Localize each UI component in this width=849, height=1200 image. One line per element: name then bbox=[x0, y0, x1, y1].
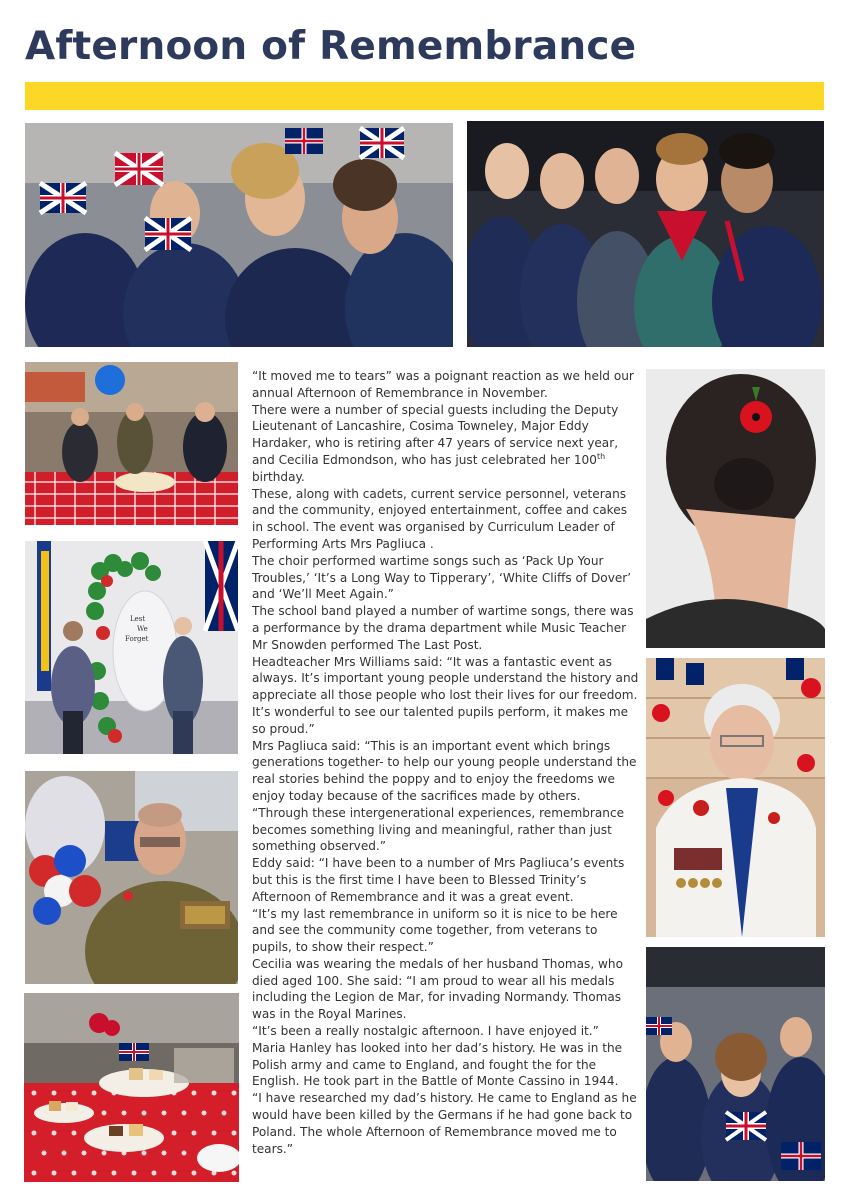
article-paragraph: Cecilia was wearing the medals of her husband Thomas, who died aged 100. She said: “I am proud to wear all his medals including the Legion de Mar, for invading Normandy. Thomas was in the Royal Marines. bbox=[252, 956, 623, 1022]
photo-cakes-and-tea bbox=[24, 993, 239, 1182]
photo-icon bbox=[646, 658, 825, 937]
article-paragraph: Mrs Pagliuca said: “This is an important event which brings generations together- to help our young people understand the real stories behind the poppy and to enjoy the freedoms we enjoy today because of the sacrifices made by others. bbox=[252, 738, 637, 803]
photo-hair-with-poppy bbox=[646, 369, 825, 648]
article-paragraph: “Through these intergenerational experiences, remembrance becomes something living and meaningful, rather than just something observed.” bbox=[252, 805, 625, 854]
photo-icon bbox=[25, 771, 238, 984]
photo-icon bbox=[646, 947, 825, 1181]
article-paragraph: Eddy said: “I have been to a number of Mrs Pagliuca’s events but this is the first time I have been to Blessed Trinity’s Afternoon of Remembrance and it was a great event. bbox=[252, 856, 625, 904]
article-paragraph: “It’s been a really nostalgic afternoon. I have enjoyed it.” bbox=[252, 1024, 599, 1039]
photo-icon bbox=[25, 362, 238, 525]
article-paragraph bbox=[252, 402, 640, 486]
article-paragraph: The choir performed wartime songs such as ‘Pack Up Your Troubles,’ ‘It’s a Long Way to Tipperary’, ‘White Cliffs of Dover’ and ‘We’ll Meet Again.” bbox=[252, 553, 632, 602]
article-paragraph: The school band played a number of wartime songs, there was a performance by the drama department while Music Teacher Mr Snowden performed The Last Post. bbox=[252, 604, 634, 652]
accent-bar bbox=[25, 82, 824, 110]
article-text: birthday. bbox=[252, 469, 305, 484]
sign-text-2: We bbox=[137, 625, 148, 633]
photo-cadets-balloon-arch bbox=[25, 541, 238, 754]
article-paragraph: Headteacher Mrs Williams said: “It was a fantastic event as always. It’s important young people understand the history and appreciate all those people who lost their lives for our freedom. It’s wonderful to see our talented pupils perform, it makes me so proud.” bbox=[252, 654, 639, 736]
article-paragraph: “It’s my last remembrance in uniform so it is nice to be here and see the community come together, from veterans to pupils, to show their respect.” bbox=[252, 906, 618, 955]
article-paragraph: Maria Hanley has looked into her dad’s history. He was in the Polish army and came to England, and fought the for the English. He took part in the Battle of Monte Cassino in 1944. bbox=[252, 1040, 623, 1089]
article-text: There were a number of special guests including the Deputy Lieutenant of Lancashire, Cosima Towneley, Major Eddy Hardaker, who is retiring after 47 years of service next year, and Cecilia Edmondson, who has just celebrated her 100 bbox=[252, 402, 619, 467]
photo-icon bbox=[467, 121, 824, 347]
photo-icon bbox=[25, 123, 453, 347]
article-body bbox=[252, 368, 640, 1157]
article-paragraph: “It moved me to tears” was a poignant reaction as we held our annual Afternoon of Remembrance in November. bbox=[252, 369, 634, 400]
page-title: Afternoon of Remembrance bbox=[25, 24, 637, 69]
sign-text-3: Forget bbox=[125, 635, 149, 643]
photo-pupils-singing bbox=[467, 121, 824, 347]
article-paragraph: “I have researched my dad’s history. He came to England as he would have been killed by the Germans if he had gone back to Poland. The whole Afternoon of Remembrance moved me to tears.” bbox=[252, 1091, 637, 1156]
photo-icon bbox=[25, 541, 238, 754]
photo-icon bbox=[646, 369, 825, 648]
photo-icon bbox=[24, 993, 239, 1182]
sign-text-1: Lest bbox=[130, 615, 146, 623]
photo-pupils-waving-flags bbox=[25, 123, 453, 347]
article-paragraph: These, along with cadets, current service personnel, veterans and the community, enjoyed entertainment, coffee and cakes in school. The event was organised by Curriculum Leader of Performing Arts Mrs Pagliuca . bbox=[252, 486, 627, 551]
photo-pupils-with-flags bbox=[646, 947, 825, 1181]
ordinal-suffix: th bbox=[596, 451, 606, 461]
photo-guests-at-tables bbox=[25, 362, 238, 525]
photo-soldier-with-balloons bbox=[25, 771, 238, 984]
photo-lady-with-medals bbox=[646, 658, 825, 937]
